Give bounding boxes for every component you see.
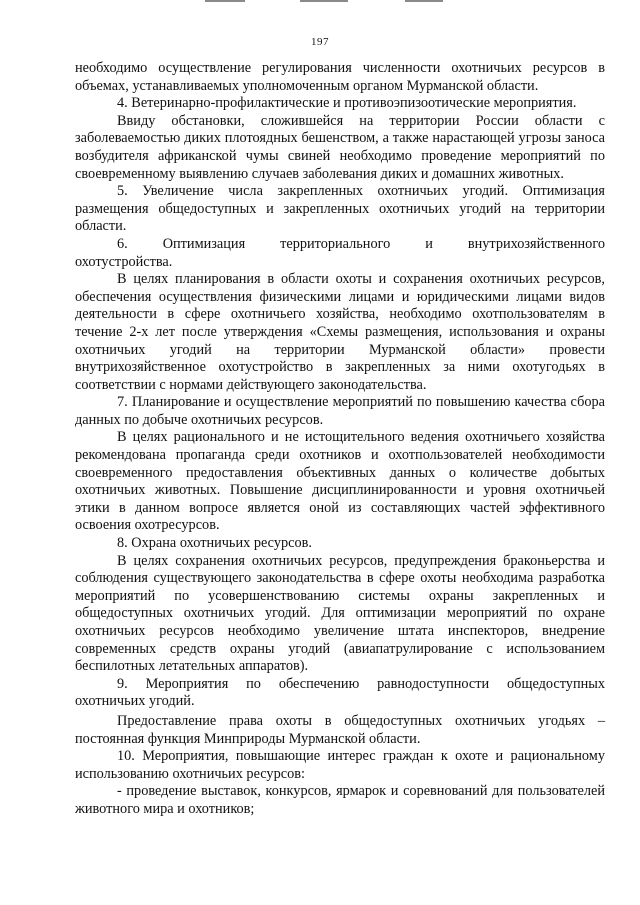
- word: территориального: [280, 235, 391, 252]
- paragraph: Ввиду обстановки, сложившейся на территории России области с заболеваемостью диких плотоядных бешенством, а также нарастающей угрозы заноса возбудителя африканской чумы свиней необходимо проведение мероприятий по своевременному выявлению случаев заболевания диких и домашних животных.: [75, 112, 605, 182]
- page-number: 197: [311, 36, 329, 48]
- section-heading: 9. Мероприятия по обеспечению равнодоступности общедоступных охотничьих угодий.: [75, 675, 605, 710]
- paragraph: В целях рационального и не истощительного ведения охотничьего хозяйства рекомендована пропаганда среди охотников и охотпользователей необходимости своевременного предоставления объективных данных о количестве добытых охотничьих животных. Повышение дисциплинированности и уровня охотничьей этики в данном вопросе является оной из составляющих частей эффективного освоения охотресурсов.: [75, 429, 605, 534]
- word: и: [425, 235, 433, 252]
- document-body: [75, 60, 605, 819]
- section-heading: 4. Ветеринарно-профилактические и противоэпизоотические мероприятия.: [117, 95, 577, 112]
- paragraph: В целях сохранения охотничьих ресурсов, предупреждения браконьерства и соблюдения существующего законодательства в сфере охоты необходима разработка мероприятий по усовершенствованию системы охраны закрепленных и общедоступных охотничьих угодий. Для оптимизации мероприятий по охране охотничьих ресурсов необходимо увеличение штата инспекторов, внедрение современных средств охраны угодий (авиапатрулирование с использованием беспилотных летательных аппаратов).: [75, 552, 605, 675]
- section-heading-line: [75, 236, 605, 254]
- paragraph: необходимо осуществление регулирования численности охотничьих ресурсов в объемах, устанавливаемых уполномоченным органом Мурманской области.: [75, 60, 605, 94]
- word: 6.: [117, 235, 128, 252]
- scan-artifact: [405, 0, 443, 2]
- section-heading: 5. Увеличение числа закрепленных охотничьих угодий. Оптимизация размещения общедоступных и закрепленных охотничьих угодий на территории области.: [75, 183, 605, 235]
- list-item: - проведение выставок, конкурсов, ярмарок и соревнований для пользователей животного мира и охотников;: [75, 783, 605, 817]
- paragraph: В целях планирования в области охоты и сохранения охотничьих ресурсов, обеспечения осуществления физическими лицами и юридическими лицами видов деятельности в сфере охотничьего хозяйства, необходимо охотпользователям в течение 2-х лет после утверждения «Схемы размещения, использования и охраны охотничьих угодий на территории Мурманской области» провести внутрихозяйственное охотустройство в закрепленных за ними охотугодьях в соответствии с нормами действующего законодательства.: [75, 271, 605, 393]
- section-heading-continuation: охотустройства.: [75, 253, 173, 270]
- word: Оптимизация: [162, 235, 246, 252]
- section-heading: 7. Планирование и осуществление мероприятий по повышению качества сбора данных по добыче охотничьих ресурсов.: [75, 394, 605, 428]
- section-heading: 10. Мероприятия, повышающие интерес граждан к охоте и рациональному использованию охотничьих ресурсов:: [75, 748, 605, 782]
- scan-artifact: [300, 0, 348, 2]
- paragraph: Предоставление права охоты в общедоступных охотничьих угодьях – постоянная функция Минприроды Мурманской области.: [75, 712, 605, 747]
- scan-artifact: [205, 0, 245, 2]
- word: внутрихозяйственного: [467, 235, 605, 252]
- section-heading: 8. Охрана охотничьих ресурсов.: [117, 535, 312, 552]
